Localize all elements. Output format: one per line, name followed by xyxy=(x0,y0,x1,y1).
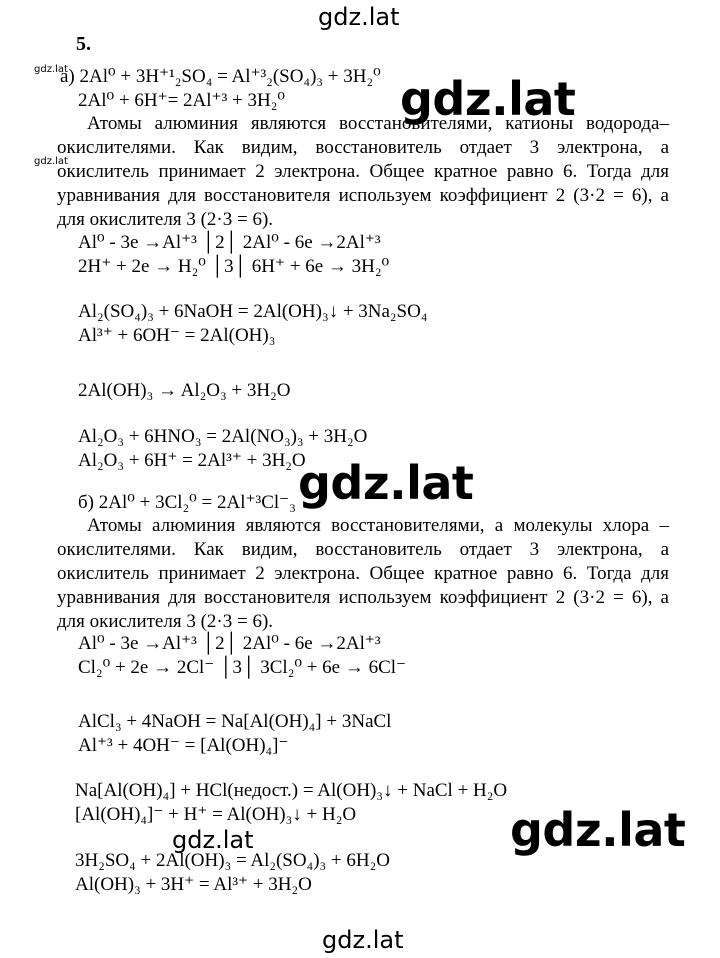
equation-b7: Al(OH)₃ + 3H⁺ = Al³⁺ + 3H₂O xyxy=(75,874,312,895)
equation-b2: AlCl₃ + 4NaOH = Na[Al(OH)₄] + 3NaCl xyxy=(78,711,392,732)
balance-b2: Cl₂⁰ + 2e → 2Cl⁻ │3│ 3Cl₂⁰ + 6e → 6Cl⁻ xyxy=(78,657,407,678)
equation-b6: 3H₂SO₄ + 2Al(OH)₃ = Al₂(SO₄)₃ + 6H₂O xyxy=(75,850,390,871)
watermark-large: gdz.lat xyxy=(510,803,686,857)
watermark-tiny: gdz.lat xyxy=(34,64,68,75)
equation-a5: 2Al(OH)₃ → Al₂O₃ + 3H₂O xyxy=(78,380,291,401)
equation-b5: [Al(OH)₄]⁻ + H⁺ = Al(OH)₃↓ + H₂O xyxy=(75,804,357,825)
equation-a6: Al₂O₃ + 6HNO₃ = 2Al(NO₃)₃ + 3H₂O xyxy=(78,426,368,447)
watermark-small: gdz.lat xyxy=(172,826,254,854)
equation-b1: б) 2Al⁰ + 3Cl₂⁰ = 2Al⁺³Cl⁻₃ xyxy=(78,492,296,513)
equation-a4: Al³⁺ + 6OH⁻ = 2Al(OH)₃ xyxy=(78,325,276,346)
watermark-large: gdz.lat xyxy=(400,72,576,126)
equation-a2: 2Al⁰ + 6H⁺= 2Al⁺³ + 3H₂⁰ xyxy=(78,90,285,111)
balance-a2: 2H⁺ + 2e → H₂⁰ │3│ 6H⁺ + 6e → 3H₂⁰ xyxy=(78,256,390,277)
equation-a7: Al₂O₃ + 6H⁺ = 2Al³⁺ + 3H₂O xyxy=(78,450,306,471)
equation-b4: Na[Al(OH)₄] + HCl(недост.) = Al(OH)₃↓ + NaCl + H₂O xyxy=(75,780,508,801)
explanation-b: Атомы алюминия являются восстановителями, а молекулы хлора – окислителями. Как видим, восстановитель отдает 3 электрона, а окислитель принимает 2 электрона. Общее кратное равно 6. Тогда для уравнивания для восстановителя используем коэффициент 2 (3·2 = 6), а для окислителя 3 (2·3 = 6). xyxy=(57,515,669,632)
explanation-a: Атомы алюминия являются восстановителями, катионы водорода–окислителями. Как видим, восстановитель отдает 3 электрона, а окислитель принимает 2 электрона. Общее кратное равно 6. Тогда для уравнивания для восстановителя используем коэффициент 2 (3·2 = 6), а для окислителя 3 (2·3 = 6). xyxy=(57,113,669,230)
equation-b3: Al⁺³ + 4OH⁻ = [Al(OH)₄]⁻ xyxy=(78,735,289,756)
equation-a3: Al₂(SO₄)₃ + 6NaOH = 2Al(OH)₃↓ + 3Na₂SO₄ xyxy=(78,301,428,322)
watermark-tiny: gdz.lat xyxy=(34,156,68,167)
balance-b1: Al⁰ - 3e →Al⁺³ │2│ 2Al⁰ - 6e →2Al⁺³ xyxy=(78,633,381,654)
equation-a1: а) 2Al⁰ + 3H⁺¹₂SO₄ = Al⁺³₂(SO₄)₃ + 3H₂⁰ xyxy=(60,66,381,87)
task-number: 5. xyxy=(76,33,91,55)
watermark-large: gdz.lat xyxy=(298,456,474,510)
watermark-top: gdz.lat xyxy=(318,3,400,31)
watermark-bottom: gdz.lat xyxy=(322,926,404,954)
balance-a1: Al⁰ - 3e →Al⁺³ │2│ 2Al⁰ - 6e →2Al⁺³ xyxy=(78,232,381,253)
